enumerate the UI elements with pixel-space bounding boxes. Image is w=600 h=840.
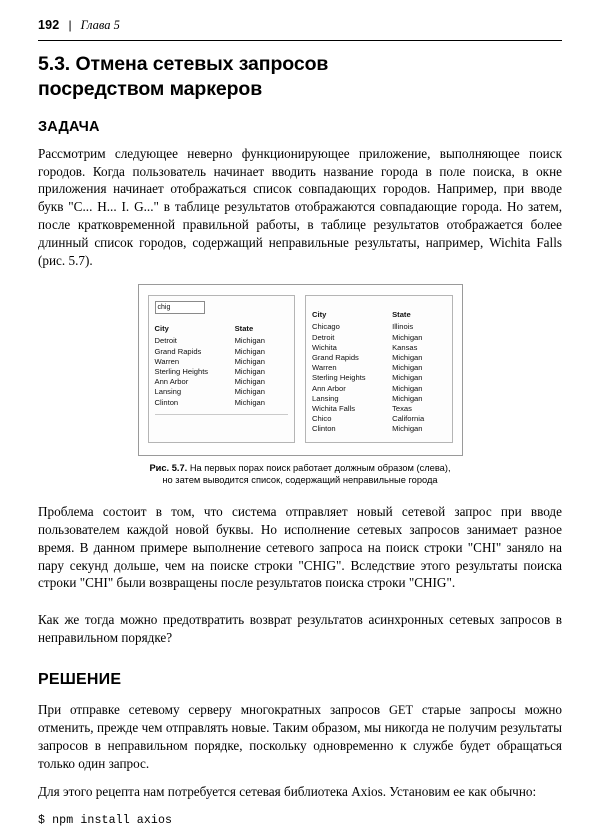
page-title <box>38 52 562 103</box>
table-row <box>155 377 289 387</box>
cell-city: Detroit <box>312 332 335 342</box>
page-content <box>38 52 562 827</box>
cell-city: Warren <box>154 356 180 366</box>
code-snippet-install: $ npm install axios <box>38 814 173 828</box>
cell-city: Wichita <box>312 342 337 352</box>
cell-city: Wichita Falls <box>312 403 356 413</box>
solution-paragraph-2: Для этого рецепта нам потребуется сетевая библиотека Axios. Установим ее как обычно: <box>38 783 537 799</box>
cell-state: Michigan <box>234 387 265 397</box>
cell-city: Sterling Heights <box>154 366 209 376</box>
column-header-state: State <box>392 309 411 319</box>
figure-caption-label: Рис. 5.7. <box>149 462 188 473</box>
section-title-line1: 5.3. Отмена сетевых запросов <box>38 53 329 75</box>
cell-state: Michigan <box>392 352 423 362</box>
task-paragraph-3: Как же тогда можно предотвратить возврат результатов асинхронных сетевых запросов в неправильном порядке? <box>38 612 562 646</box>
cell-state: Kansas <box>392 342 418 352</box>
cell-state: Michigan <box>234 377 265 387</box>
city-results-table-right <box>312 310 446 434</box>
table-row <box>312 322 446 332</box>
table-row <box>155 356 289 366</box>
solution-text-after: старые запросы можно отменить, прежде чем отправлять новые. Таким образом, мы никогда не получим результаты запросов в неправильном порядке, поскольку одновременно к службе будет обращаться только один запрос. <box>38 702 562 771</box>
cell-city: Grand Rapids <box>154 346 202 356</box>
cell-state: Michigan <box>392 332 423 342</box>
table-row <box>312 373 446 383</box>
page-number: 192 <box>38 18 60 32</box>
search-input[interactable]: chig <box>155 301 205 314</box>
table-row <box>155 397 289 407</box>
cell-state: Illinois <box>392 322 414 332</box>
solution-heading: РЕШЕНИЕ <box>38 671 122 689</box>
column-header-city: City <box>154 323 169 333</box>
cell-state: California <box>392 414 425 424</box>
table-row <box>312 414 446 424</box>
cell-state: Michigan <box>234 366 265 376</box>
table-row <box>312 403 446 413</box>
cell-city: Detroit <box>154 336 177 346</box>
column-header-city: City <box>312 309 327 319</box>
table-row <box>155 336 289 346</box>
task-paragraph-2: Проблема состоит в том, что система отправляет новый сетевой запрос при вводе пользователем каждой новой буквы. Но исполнение сетевых запросов занимает разное время. В данном примере выполнение сетевого запроса на поиск строки "CHI" заняло на пару секунд дольше, чем на поиске строки "CHIG". Вследствие этого результаты поиска строки "CHI" были возвращены после результатов поиска строки "CHIG". <box>38 503 562 591</box>
figure-frame <box>138 284 463 456</box>
cell-state: Michigan <box>234 397 265 407</box>
cell-city: Ann Arbor <box>312 383 346 393</box>
task-heading: ЗАДАЧА <box>38 118 100 135</box>
cell-state: Michigan <box>392 363 423 373</box>
cell-city: Lansing <box>312 393 339 403</box>
table-row <box>312 332 446 342</box>
cell-state: Michigan <box>392 383 423 393</box>
chapter-title: Глава 5 <box>80 18 120 32</box>
cell-state: Michigan <box>392 424 423 434</box>
figure-5-7 <box>38 284 562 456</box>
header-separator: | <box>68 18 72 32</box>
table-row <box>155 346 289 356</box>
section-title-line2: посредством маркеров <box>38 78 263 101</box>
cell-city: Grand Rapids <box>312 352 359 362</box>
table-row <box>312 352 446 362</box>
cell-city: Chico <box>312 414 332 424</box>
cell-city: Ann Arbor <box>154 377 189 387</box>
cell-city: Sterling Heights <box>312 373 366 383</box>
solution-paragraph-1 <box>38 701 562 773</box>
figure-caption <box>38 462 562 487</box>
table-row <box>155 366 289 376</box>
column-header-state: State <box>234 323 254 333</box>
cell-city: Clinton <box>154 397 179 407</box>
cell-state: Michigan <box>234 356 265 366</box>
table-row <box>312 393 446 403</box>
figure-caption-line2: но затем выводится список, содержащий неправильные города <box>162 475 438 486</box>
table-row <box>312 363 446 373</box>
table-header-row <box>312 310 446 322</box>
cell-city: Chicago <box>312 322 340 332</box>
cell-city: Lansing <box>154 387 182 397</box>
table-row <box>312 383 446 393</box>
app-screenshot-right <box>305 295 453 443</box>
task-paragraph-1: Рассмотрим следующее неверно функционирующее приложение, выполняющее поиск городов. Когда пользователь начинает вводить название города в поле поиска, в окне приложения начинает отображаться список совпадающих городов. Например, при вводе букв "С... H... I. G..." в таблице результатов отображаются совпадающие города. Но затем, после кратковременной правильной работы, в таблице результатов отображается более длинный список городов, содержащий неправильные результаты, например, Wichita Falls (рис. 5.7). <box>38 145 562 268</box>
cell-city: Warren <box>312 363 337 373</box>
cell-state: Michigan <box>392 393 423 403</box>
table-row <box>312 424 446 434</box>
pane-divider-left <box>155 414 289 415</box>
solution-text-before: При отправке сетевому серверу многократных запросов <box>38 702 389 718</box>
header-divider <box>38 40 562 41</box>
app-screenshot-left <box>148 295 296 443</box>
cell-state: Michigan <box>234 336 265 346</box>
city-results-table-left <box>155 324 289 407</box>
http-method-get: GET <box>388 703 414 718</box>
cell-state: Michigan <box>234 346 265 356</box>
figure-caption-line1: На первых порах поиск работает должным образом (слева), <box>189 462 451 473</box>
cell-state: Texas <box>392 403 412 413</box>
table-header-row <box>155 324 289 336</box>
table-row <box>312 342 446 352</box>
cell-city: Clinton <box>312 424 336 434</box>
cell-state: Michigan <box>392 373 423 383</box>
table-row <box>155 387 289 397</box>
